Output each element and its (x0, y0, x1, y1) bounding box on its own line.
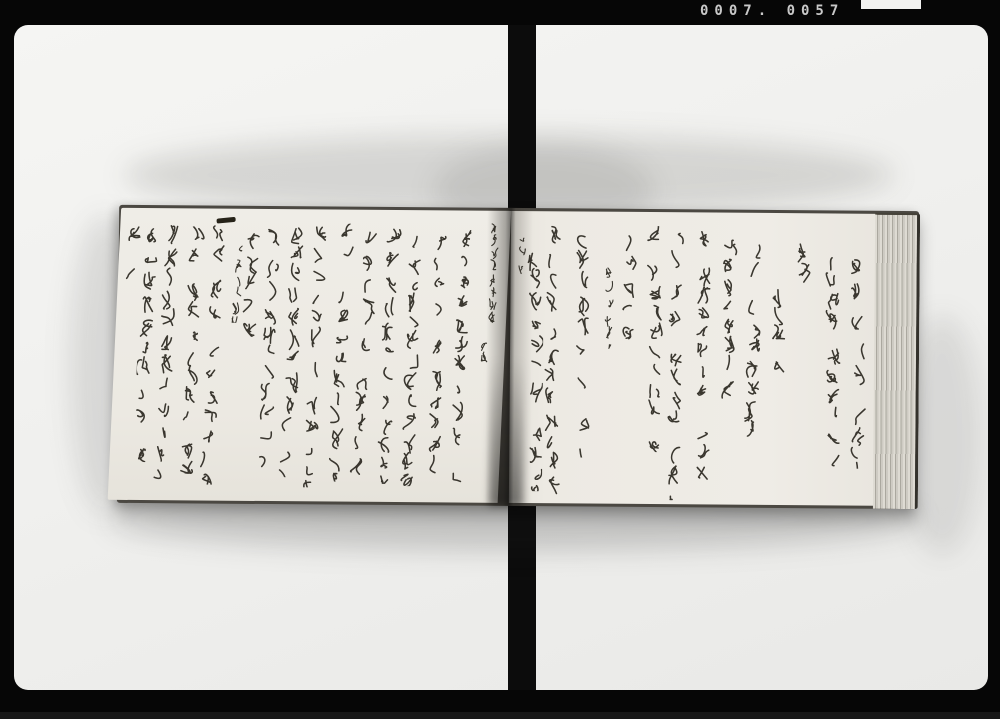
manuscript-column (568, 229, 592, 457)
manuscript-column (742, 241, 766, 437)
right-page (509, 211, 877, 506)
manuscript-column (123, 226, 148, 286)
gutter-shadow (489, 358, 524, 506)
manuscript-column (844, 259, 868, 469)
photo-paper (14, 25, 988, 690)
manuscript-column (818, 251, 842, 476)
frame-counter: 0007. 0057 (700, 3, 845, 19)
manuscript-column (617, 232, 640, 350)
page-edge-stack (873, 213, 920, 509)
manuscript-column (485, 223, 504, 323)
manuscript-column (640, 226, 664, 452)
left-page (108, 208, 511, 503)
manuscript-column (769, 289, 792, 381)
open-book (117, 205, 919, 509)
manuscript-column (719, 237, 742, 419)
manuscript-column (666, 228, 690, 500)
manuscript-column (794, 243, 816, 287)
manuscript-column (599, 267, 614, 349)
film-bottom-strip (0, 712, 1000, 719)
manuscript-column (692, 230, 716, 498)
manuscript-column (542, 225, 566, 501)
film-notch (861, 0, 921, 9)
